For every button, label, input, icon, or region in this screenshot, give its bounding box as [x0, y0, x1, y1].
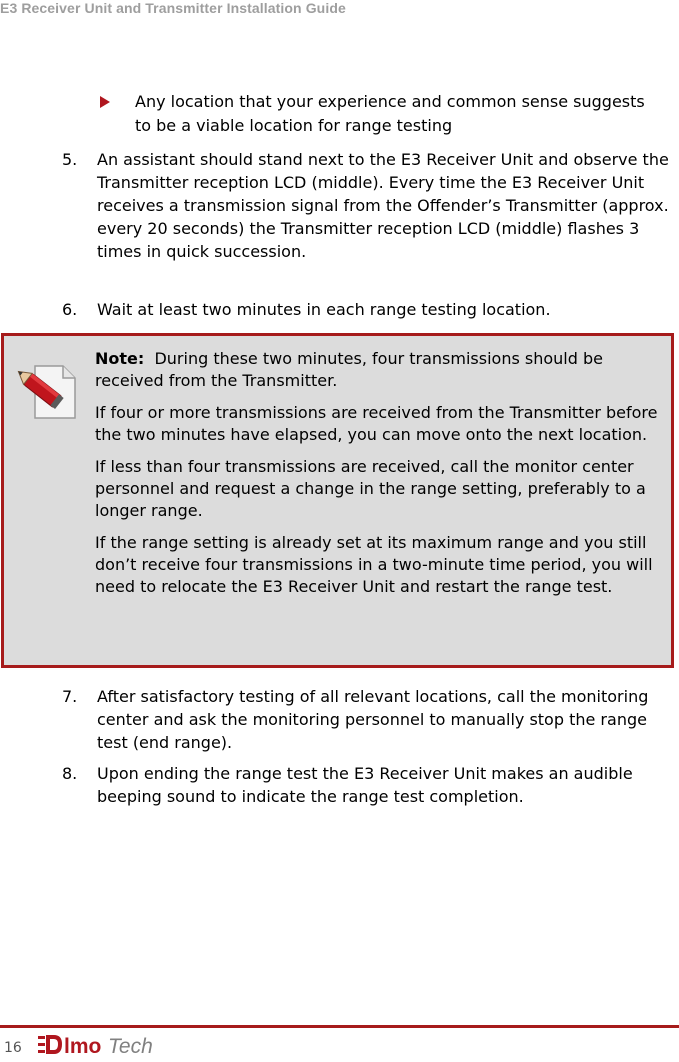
note-paragraph-2: If four or more transmissions are received from the Transmitter before the two minutes have elapsed, you can move onto the next location.: [95, 403, 658, 444]
note-paragraph-4: If the range setting is already set at its maximum range and you still don’t receive four transmissions in a two-minute time period, you will need to relocate the E3 Receiver Unit and restart the range test.: [95, 533, 653, 596]
step-text: After satisfactory testing of all relevant locations, call the monitoring center and ask the monitoring personnel to manually stop the range test (end range).: [97, 687, 649, 752]
step-text: Wait at least two minutes in each range testing location.: [97, 300, 551, 319]
svg-text:Tech: Tech: [108, 1035, 153, 1058]
step-number: 7.: [62, 687, 78, 706]
step-number: 6.: [62, 300, 78, 319]
step-text: An assistant should stand next to the E3 Receiver Unit and observe the Transmitter reception LCD (middle). Every time the E3 Receiver Unit receives a transmission signal from the Offender’s Transmitter (approx. every 20 seconds) the Transmitter reception LCD (middle) flashes 3 times in quick succession.: [97, 150, 669, 261]
note-body: [95, 348, 670, 608]
note-paragraph-1: [95, 348, 670, 392]
step-text: Upon ending the range test the E3 Receiver Unit makes an audible beeping sound to indicate the range test completion.: [97, 764, 633, 806]
step-8: [62, 762, 674, 808]
note-pencil-icon: [17, 364, 77, 424]
note-text: During these two minutes, four transmissions should be received from the Transmitter.: [95, 349, 603, 390]
step-7: [62, 685, 674, 754]
note-box: [1, 333, 674, 668]
bullet-text: Any location that your experience and common sense suggests to be a viable location for range testing: [135, 92, 645, 135]
footer-divider: [0, 1025, 679, 1028]
page-header: E3 Receiver Unit and Transmitter Installation Guide: [0, 0, 346, 16]
bullet-triangle-icon: [100, 96, 110, 108]
step-number: 5.: [62, 150, 78, 169]
step-6: [62, 298, 674, 321]
note-paragraph-3: If less than four transmissions are received, call the monitor center personnel and request a change in the range setting, preferably to a longer range.: [95, 457, 646, 520]
bullet-item: [100, 90, 660, 138]
svg-text:lmo: lmo: [64, 1035, 102, 1058]
elmotech-logo: [38, 1032, 188, 1062]
page-number: 16: [4, 1040, 22, 1056]
note-label: Note:: [95, 349, 145, 368]
step-number: 8.: [62, 764, 78, 783]
step-5: [62, 148, 674, 263]
